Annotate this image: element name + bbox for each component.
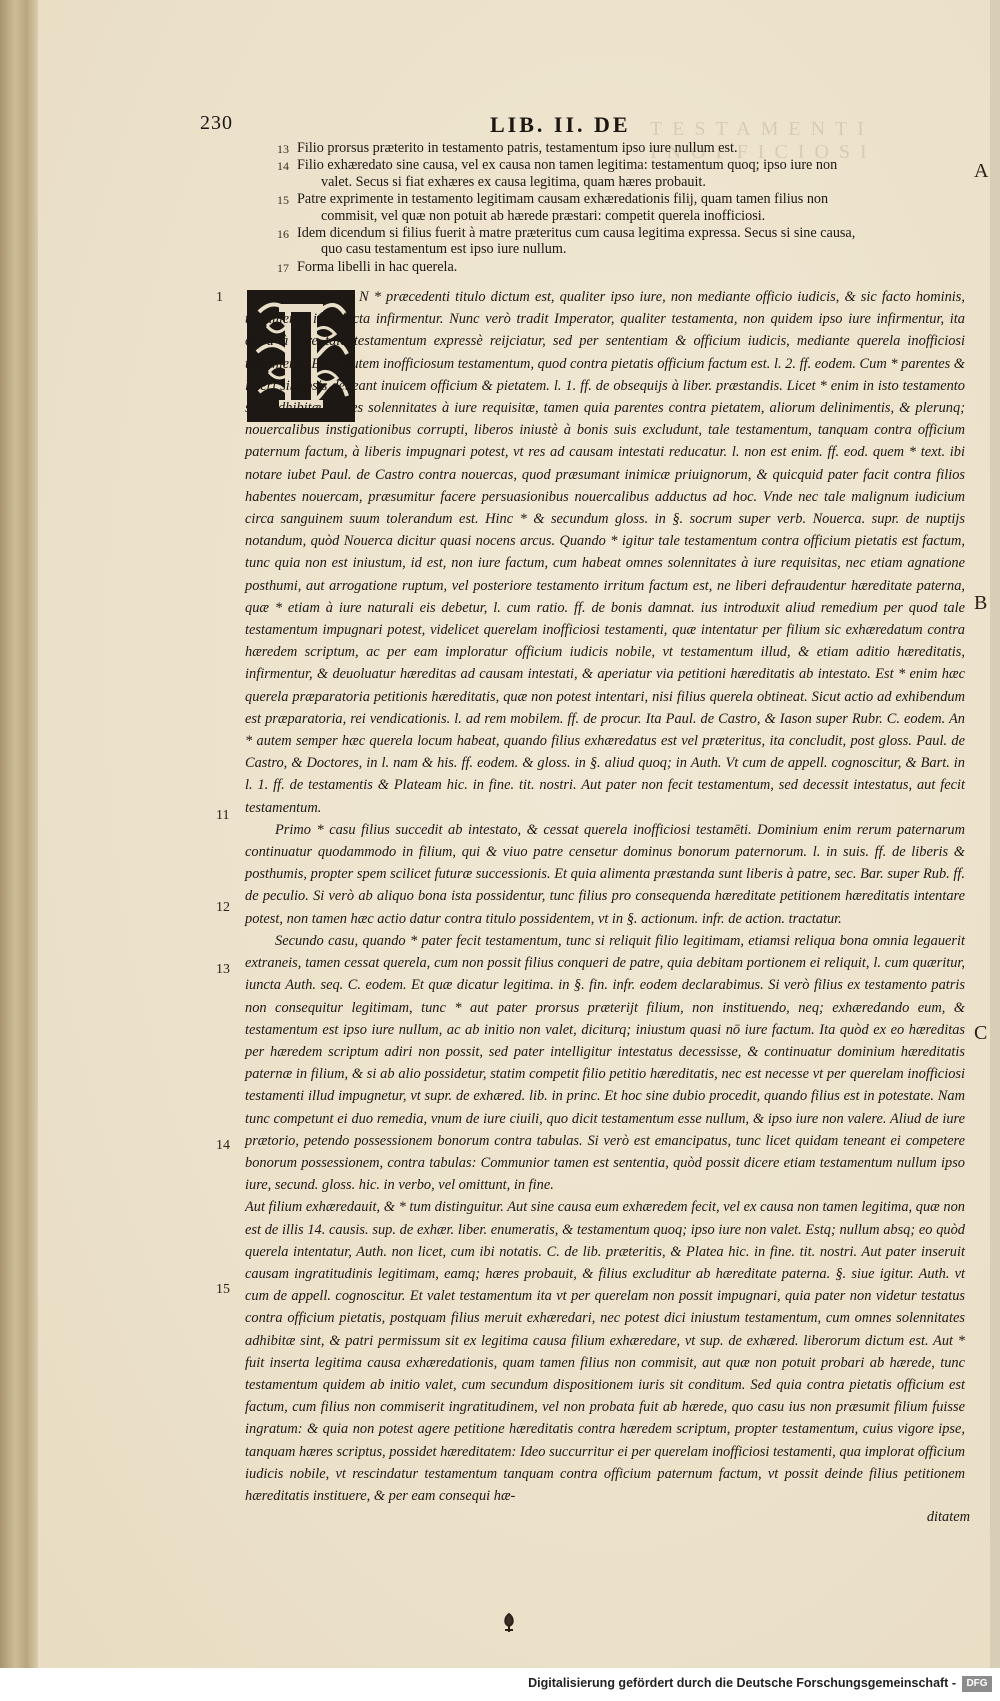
dfg-logo: DFG [962,1676,992,1692]
show-through-title: TESTAMENTI INOFFICIOSI [650,118,877,163]
footer-bar [0,1668,1000,1701]
summary-text: Forma libelli in hac querela. [297,258,458,275]
margin-number: 11 [216,808,230,823]
fleuron-ornament [500,1612,518,1634]
summary-item [277,191,955,224]
margin-number: 12 [216,900,230,915]
summary-number: 14 [277,159,289,174]
summary-number: 17 [277,260,289,275]
paragraph: Primo * casu filius succedit ab intestato, & cessat querela inofficiosi testamēti. Dominium enim rerum paternarum continuatur quodammodo in filium, qui & viuo patre censetur dominus bonorum paternorum. l. in suis. ff. de liberis & posthumis, propter spem scilicet futuræ successionis. Et quia alimenta præstanda sunt liberis à patre, sec. Bar. super Rub. ff. de peculio. Si verò ab aliquo bona ista possidentur, tunc filius pro consequenda hæreditate petitionem hæreditatis intentare potest, non tamen hæc actio datur contra titulo possidentem, vt in §. actionum. infr. de action. tractatur. [245,821,965,927]
margin-number: 15 [216,1282,230,1297]
margin-number: 14 [216,1138,230,1153]
summary-list [277,140,955,276]
summary-number: 16 [277,227,289,242]
summary-item [277,258,955,275]
margin-letter-a: A [974,160,989,182]
summary-number: 15 [277,193,289,208]
summary-continuation: valet. Secus si fiat exhæres ex causa legitima, quam hæres probauit. [321,173,706,190]
summary-number: 13 [277,142,289,156]
summary-item [277,157,955,190]
section-title: LIB. II. DE [490,112,631,137]
page-number: 230 [200,112,233,134]
summary-item [277,140,955,156]
paragraph: N * præcedenti titulo dictum est, qualiter ipso iure, non mediante officio iudicis, & sic facto hominis, testamenta iure facta infirmentur. Nunc verò tradit Imperator, qualiter testamenta, non quidem ipso iure infirmentur, ita quòd à iure tale testamentum expressè reijciatur, sed per sententiam & officium iudicis, mediante querela inofficiosi testamenti. Est * autem inofficiosum testamentum, quod contra pietatis officium factum est. l. 2. ff. eodem. Cum * parentes & liberi sibijpsis debeant inuicem officium & pietatem. l. 1. ff. de obsequijs à liber. præstandis. Licet * enim in isto testamento sint adhibitæ omnes solennitates à iure requisitæ, tamen quia parentes contra pietatem, aliorum delinimentis, & plerunq; nouercalibus instigationibus corrupti, liberos iniustè à bonis suis excludunt, tale testamentum, tanquam contra officium paternum factum, à liberis impugnari potest, vt res ad causam intestati reducatur. l. non est enim. ff. eod. quem * text. ibi notare iubet Paul. de Castro contra nouercas, quod præsumant inimicæ priuignorum, & quicquid pater facit contra filios habentes nouercam, præsumitur facere persuasionibus nouercalibus adductus ad hoc. Vnde nec tale malignum iudicium circa sanguinem suum tolerandum est. Hinc * & secundum gloss. in §. socrum super verb. Nouerca. supr. de nuptijs notandum, quòd Nouerca dicitur quasi nocens arcus. Quando * igitur tale testamentum contra officium pietatis est factum, tunc quia non est iniustum, id est, non iure factum, cum habeat omnes solennitates à iure requisitas, nec etiam agnatione posthumi, aut arrogatione ruptum, vel posteriore testamento irritum factum est, ne liberi defraudentur hæreditate paterna, quæ * etiam à iure naturali eis debetur, l. cum ratio. ff. de bonis damnat. ius introduxit aliud remedium per quod tale testamentum impugnari potest, videlicet querelam inofficiosi testamenti, quæ intentatur per filium sic exhæredatum contra hæredem scriptum, ac per eam imploratur officium iudicis nobile, vt testamentum illud, & etiam aditio hæreditatis, infirmentur, & deuoluatur hæreditas ad causam intestati, & aperiatur via petitioni hæreditatis ab intestato. Est * enim hæc querela præparatoria petitionis hæreditatis, quæ non potest intentari, nisi filius querela obtineat. Sicut actio ad exhibendum est præparatoria, rei vendicationis. l. ad rem mobilem. ff. de procur. Ita Paul. de Castro, & Iason super Rubr. C. eodem. An * autem semper hæc querela locum habeat, quando filius exhæredatus est vel præteritus, ita concludit, post gloss. Paul. de Castro, & Doctores, in l. nam & his. ff. eodem. & gloss. in §. aliud quoq; in Auth. Vt cum de appell. cognoscitur, & Bart. in l. 1. ff. de testamentis & Plateam hic. in fine. tit. nostri. Aut pater non fecit testamentum, sed decessit intestatus, aut fecit testamentum. [245,289,965,816]
paragraph: Secundo casu, quando * pater fecit testamentum, tunc si reliquit filio legitimam, etiamsi reliqua bona omnia legauerit extraneis, tamen cessat querela, cum non possit filius conqueri de patre, quia debitam portionem ei reliquit, l. cum quæritur, iuncta Auth. seq. C. eodem. Et quæ dicatur legitima. in §. fin. infr. eodem declarabimus. Si verò filius ex testamento patris non consequitur legitimam, tunc * aut pater prorsus præterijt filium, non instituendo, neq; exhæredando eum, & testamentum est ipso iure nullum, ac ab initio non valet, diciturq; iniustum quasi nō iure factum. Ita quòd ex eo hæreditas per hæredem scriptum adiri non possit, sed pater intelligitur intestatus decessisse, & continuatur dominium hæreditatis paternæ in filium, & si ab alio possidetur, statim competit filio petitio hæreditatis, nec est necesse vt per querelam inofficiosi testamenti illud impugnetur, vt supr. de exhæred. lib. in princ. Et hoc sine dubio procedit, quando filius est in potestate. Nam tunc competunt ei duo remedia, vnum de iure ciuili, quo dicit testamentum esse nullum, & ipso iure non valere. Aliud de iure prætorio, petendo possessionem bonorum contra tabulas. Si verò est emancipatus, tunc licet quidam teneant ei competere bonorum possessionem, contra tabulas: Communior tamen est sententia, quòd possit dicere etiam testamentum nullum ipso iure, secund. gloss. hic. in verbo, vel omittunt, in fine. [245,932,965,1194]
summary-text: Idem dicendum si filius fuerit à matre præteritus cum causa legitima expressa. Secus si sine causa, [297,225,856,242]
margin-number: 13 [216,962,230,977]
margin-letter-c: C [974,1022,988,1044]
summary-continuation: commisit, vel quæ non potuit ab hærede præstari: competit querela inofficiosi. [321,207,766,224]
margin-letter-b: B [974,592,988,614]
paragraph: Aut filium exhæredauit, & * tum distinguitur. Aut sine causa eum exhæredem fecit, vel ex causa non tamen legitima, quæ non est de illis 14. causis. sup. de exhær. liber. enumeratis, & testamentum quoq; ipso iure non valet. Estq; nullum absq; eo quòd querela intentatur, Auth. non licet, cum ibi notatis. C. de lib. præteritis, & Platea hic. in fine. tit. nostri. Aut pater inseruit causam ingratitudinis legitimam, eamq; hæres probauit, & filius excluditur ab hæreditate paterna. §. siue igitur. Auth. vt cum de appell. cognoscitur. Et valet testamentum ita vt per querelam non possit impugnari, quia pater non videtur testatus contra officium pietatis, postquam filius meruit exhæredari, nec potest dici iniustum testamentum, cum omnes solennitates adhibitæ sint, & patri permissum sit ex legitima causa filium exhæredare, vt sup. de exhæred. liberorum dictum est. Aut * fuit inserta legitima causa exhæredationis, quam tamen filius non commisit, aut quæ non potuit probari ab hærede, tunc testamentum quidem ab initio valet, cum secundum dispositionem iuris sit conditum. Sed quia contra pietatis officium est factum, cum filius non commiserit ingratitudinem, vel non probata fuit ab hærede, quo casu ius non præsumit filium fuisse ingratum: & quia non potest agere petitione hæreditatis contra hæredem scriptum, propter testamentum, cuius vigore ipse, tanquam hæres scriptus, possidet hæreditatem: Ideo succurritur ei per querelam inofficiosi testamenti, qua implorat officium iudicis nobile, vt rescindatur testamentum tanquam contra officium paternum factum, vt possit deinde filius petitionem hæreditatis instituere, & per eam consequi hæ- [245,1199,965,1504]
catchword: ditatem [926,1509,970,1525]
summary-item [277,225,955,258]
funding-credit: Digitalisierung gefördert durch die Deutsche Forschungsgemeinschaft - [528,1676,956,1690]
book-edge [0,0,38,1668]
margin-number: 1 [216,290,223,305]
summary-text: Filio prorsus præterito in testamento patris, testamentum ipso iure nullum est. [297,140,738,156]
body-text [245,286,965,1507]
summary-continuation: quo casu testamentum est ipso iure nullum. [321,241,567,258]
summary-text: Patre exprimente in testamento legitimam causam exhæredationis filij, quam tamen filius non [297,191,829,208]
summary-text: Filio exhæredato sine causa, vel ex causa non tamen legitima: testamentum quoq; ipso iure non [297,157,838,174]
